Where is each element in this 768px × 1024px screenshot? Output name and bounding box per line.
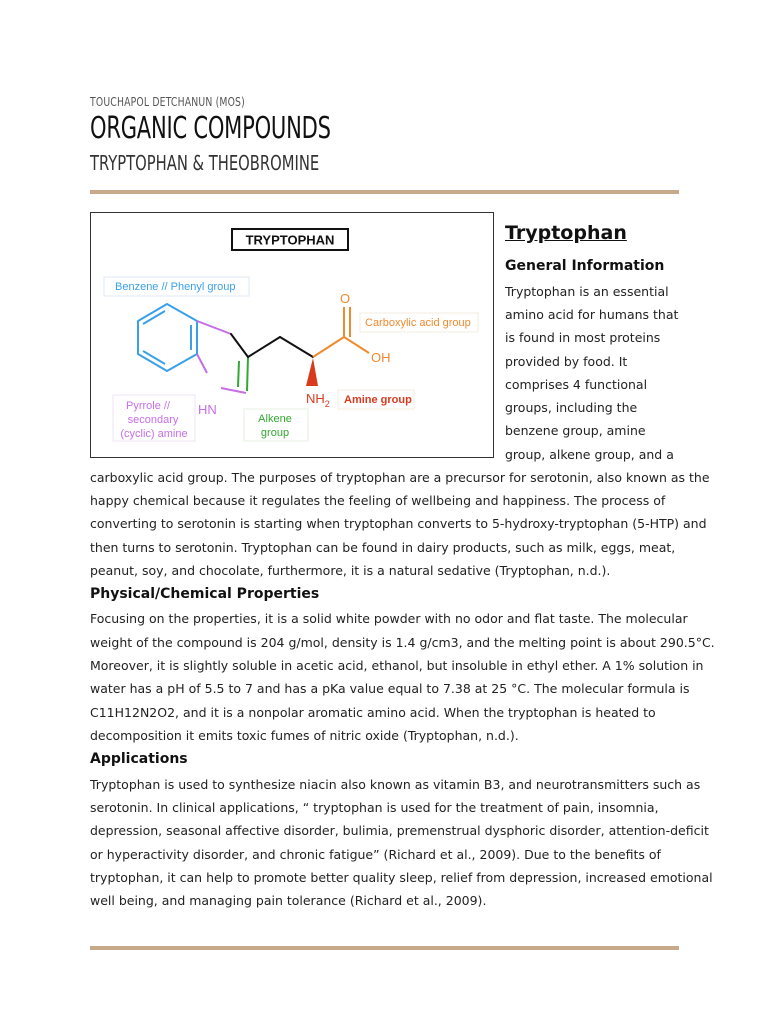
general-text-line: carboxylic acid group. The purposes of tryptophan are a precursor for serotonin, also known as the	[90, 470, 710, 485]
general-text-line: happy chemical because it regulates the feeling of wellbeing and happiness. The process of	[90, 493, 666, 508]
benzene-label: Benzene // Phenyl group	[115, 281, 236, 293]
properties-text-line: water has a pH of 5.5 to 7 and has a pKa value equal to 7.38 at 25 °C. The molecular formula is	[90, 681, 690, 696]
amine-label: Amine group	[344, 394, 412, 406]
applications-text-line: tryptophan, it can help to promote better quality sleep, relief from depression, increased emotional	[90, 870, 713, 885]
side-text-line: provided by food. It	[505, 354, 628, 369]
alkene-double-bond	[238, 357, 248, 391]
side-text-line: amino acid for humans that	[505, 307, 679, 322]
applications-heading: Applications	[90, 751, 188, 767]
alkene-label-line-1: Alkene	[258, 413, 292, 425]
properties-heading: Physical/Chemical Properties	[90, 586, 320, 602]
side-text-line: is found in most proteins	[505, 330, 661, 345]
figure-title: TRYPTOPHAN	[245, 232, 335, 248]
applications-text-line: or hyperactivity disorder, and chronic fatigue” (Richard et al., 2009). Due to the benefits of	[90, 847, 661, 862]
amine-nh2: $NH_2$	[306, 391, 330, 409]
properties-text-line: weight of the compound is 204 g/mol, density is 1.4 g/cm3, and the melting point is about 290.5°C.	[90, 635, 715, 650]
properties-text-line: C11H12N2O2, and it is a nonpolar aromatic amino acid. When the tryptophan is heated to	[90, 705, 656, 720]
oxygen-atom: O	[340, 291, 351, 306]
applications-text-line: well being, and managing pain tolerance (Richard et al., 2009).	[90, 893, 487, 908]
general-text-line: then turns to serotonin. Tryptophan can be found in dairy products, such as milk, eggs, meat,	[90, 540, 676, 555]
applications-text-line: depression, seasonal affective disorder, bulimia, premenstrual dysphoric disorder, attention-deficit	[90, 823, 709, 838]
side-text-line: group, alkene group, and a	[505, 447, 674, 462]
general-text-line: converting to serotonin is starting when tryptophan converts to 5-hydroxy-tryptophan (5-HTP) and	[90, 516, 707, 531]
tryptophan-structure-figure	[90, 212, 494, 458]
properties-text-line: Moreover, it is slightly soluble in acetic acid, ethanol, but insoluble in ethyl ether. A 1% solution in	[90, 658, 704, 673]
pyrrole-nitrogen: HN	[198, 402, 217, 417]
properties-text-line: decomposition it emits toxic fumes of nitric oxide (Tryptophan, n.d.).	[90, 728, 519, 743]
side-text-line: comprises 4 functional	[505, 377, 648, 392]
pyrrole-label-line-1: Pyrrole //	[125, 400, 171, 412]
carboxylic-label: Carboxylic acid group	[365, 317, 471, 329]
backbone-bonds	[231, 334, 313, 357]
top-divider	[90, 190, 679, 194]
side-text-line: Tryptophan is an essential	[505, 284, 669, 299]
document-title: ORGANIC COMPOUNDS	[90, 111, 331, 146]
amine-wedge-bond	[306, 358, 318, 386]
bottom-divider	[90, 946, 679, 950]
general-text-line: peanut, soy, and chocolate, furthermore, it is a natural sedative (Tryptophan, n.d.).	[90, 563, 611, 578]
side-text-line: benzene group, amine	[505, 423, 646, 438]
author-name: TOUCHAPOL DETCHANUN (MOS)	[90, 95, 245, 109]
document-subtitle: TRYPTOPHAN & THEOBROMINE	[90, 151, 320, 175]
applications-text-line: serotonin. In clinical applications, “ tryptophan is used for the treatment of pain, insomnia,	[90, 800, 659, 815]
applications-text-line: Tryptophan is used to synthesize niacin also known as vitamin B3, and neurotransmitters such as	[90, 777, 701, 792]
tryptophan-heading: Tryptophan	[505, 222, 627, 244]
general-information-heading: General Information	[505, 258, 665, 274]
benzene-ring	[138, 304, 197, 371]
hydroxyl-group: OH	[371, 350, 391, 365]
pyrrole-label-line-3: (cyclic) amine	[120, 428, 188, 440]
tryptophan-structure-diagram	[91, 213, 493, 457]
alkene-label-line-2: group	[260, 427, 290, 439]
properties-text-line: Focusing on the properties, it is a solid white powder with no odor and flat taste. The molecular	[90, 611, 688, 626]
side-text-line: groups, including the	[505, 400, 638, 415]
pyrrole-label-line-2: secondary	[127, 414, 179, 426]
